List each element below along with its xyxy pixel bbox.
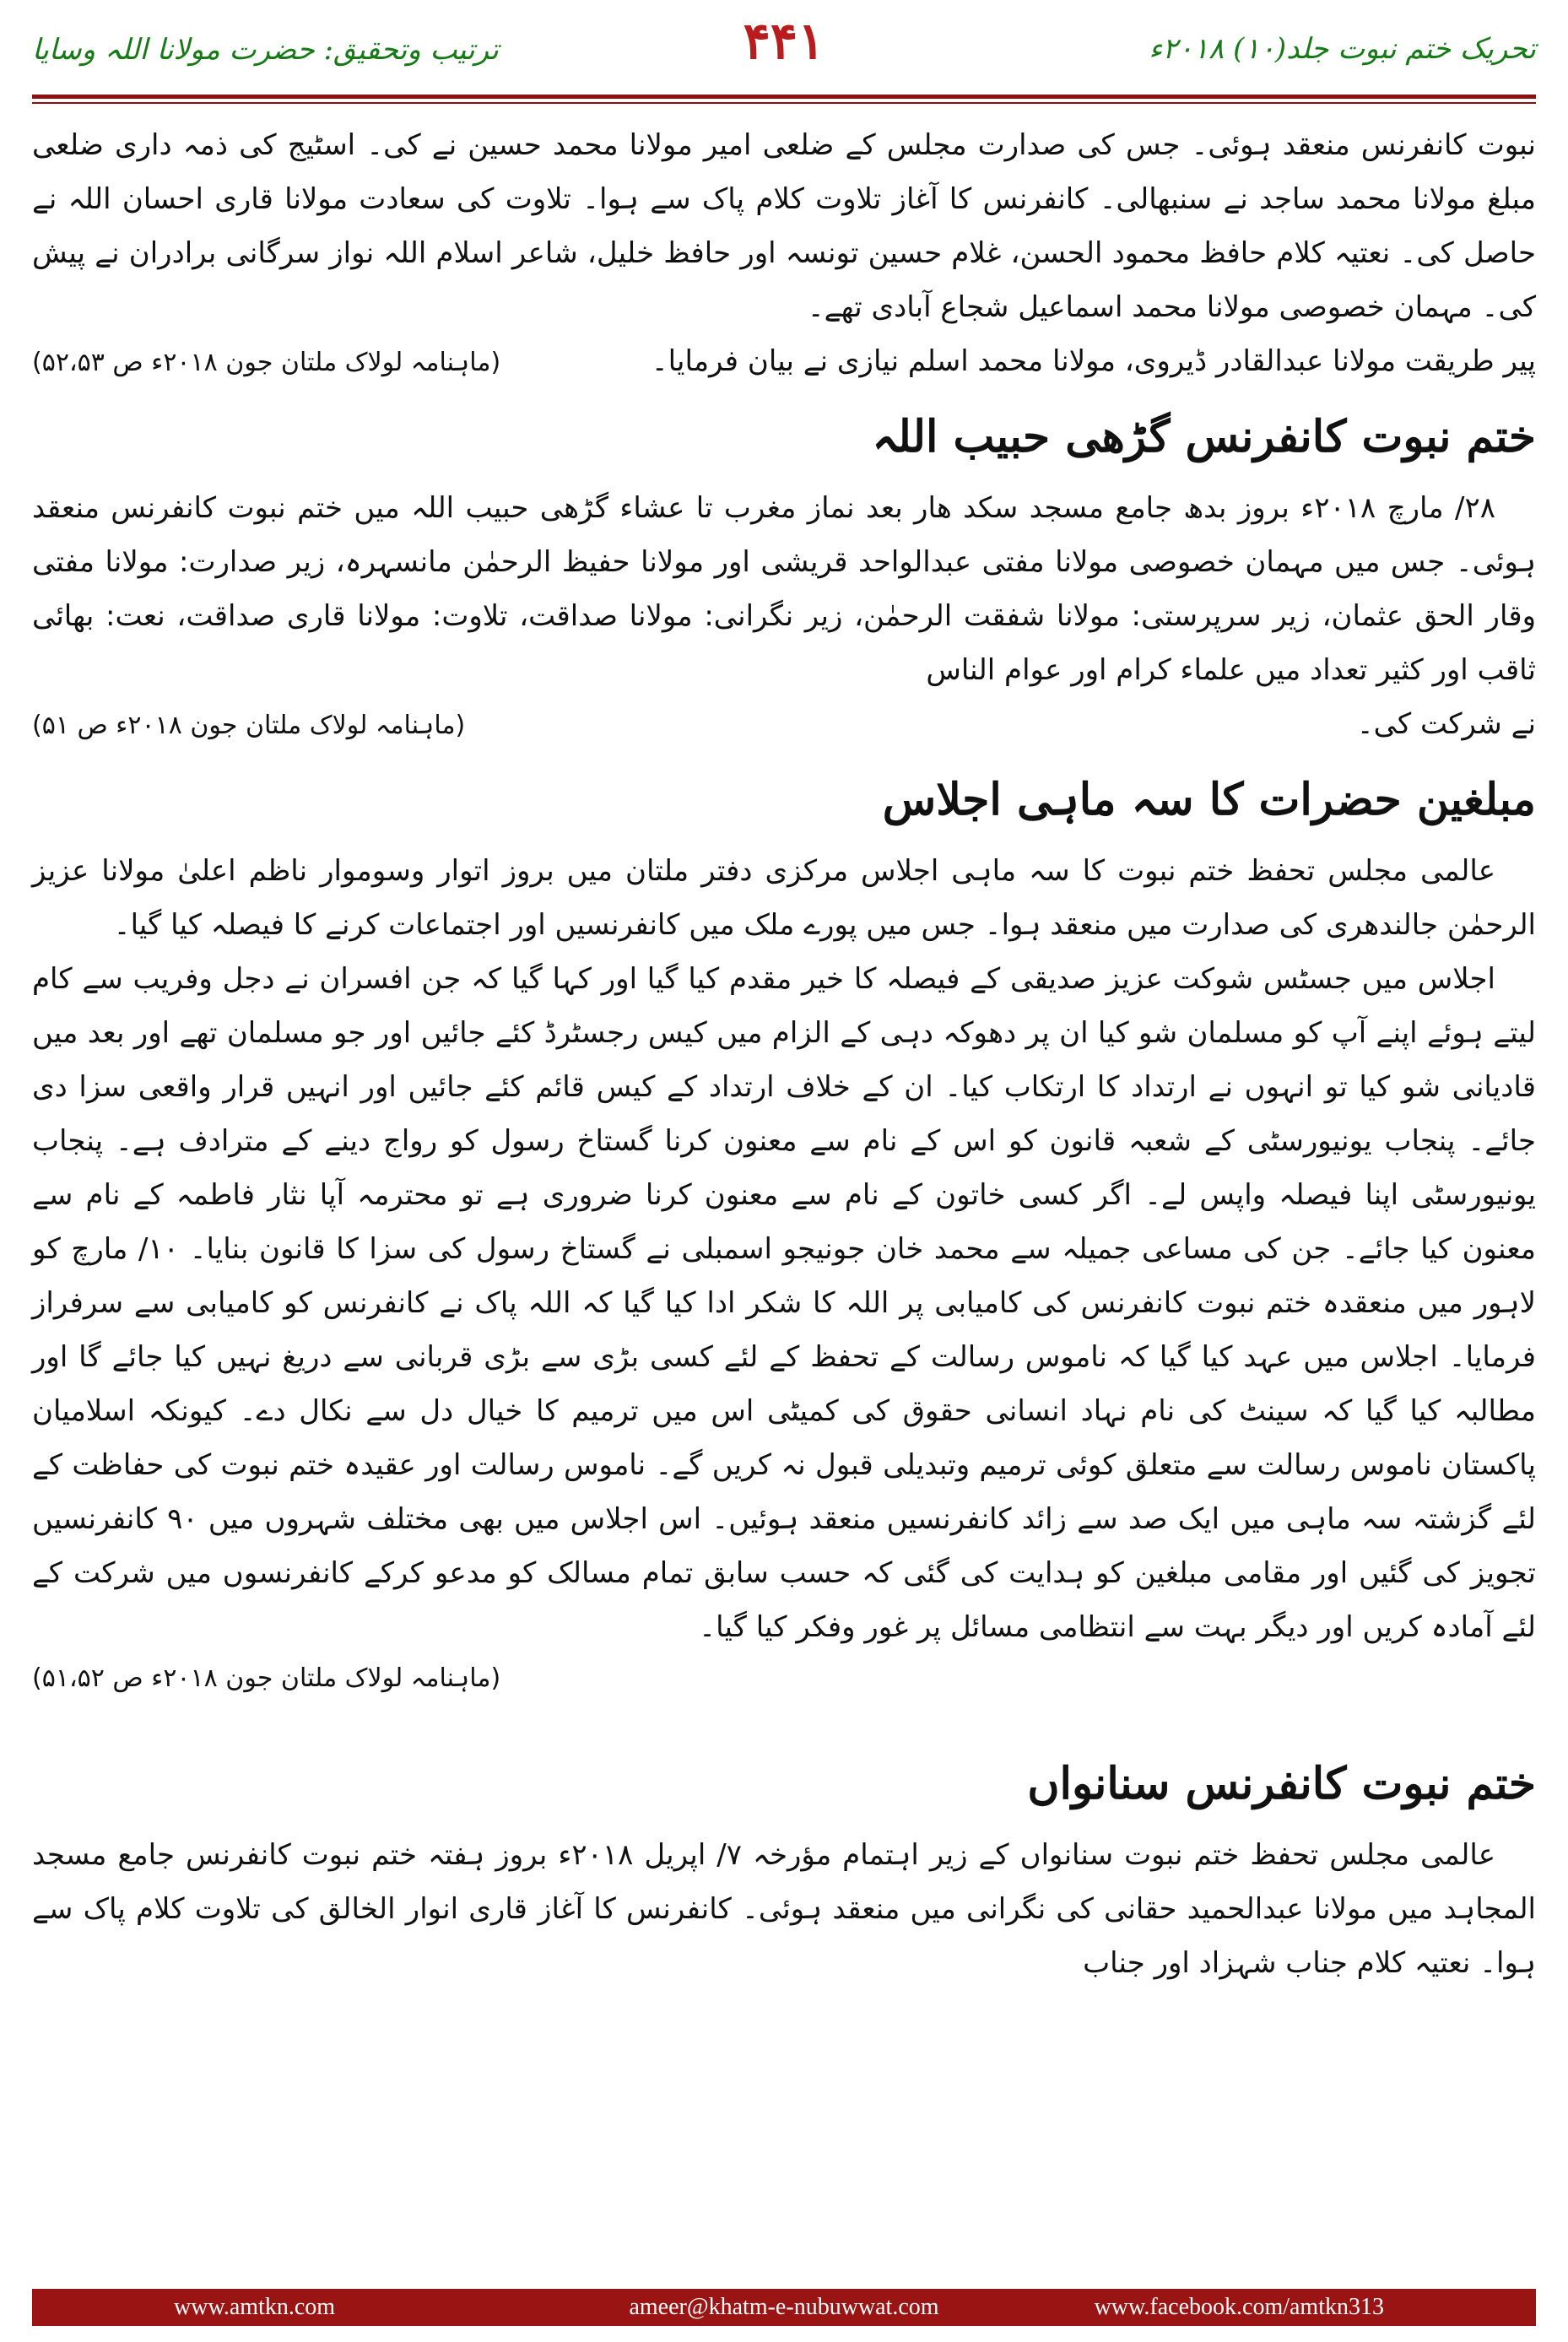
page-number: ۴۴۱ — [743, 12, 825, 71]
compiler-credit: ترتیب وتحقیق: حضرت مولانا اللہ وسایا — [32, 33, 499, 67]
facebook-link[interactable]: www.facebook.com/amtkn313 — [1094, 2294, 1384, 2320]
paragraph: اجلاس میں جسٹس شوکت عزیز صدیقی کے فیصلہ کا خیر مقدم کیا گیا اور کہا گیا کہ جن افسران نے دجل وفریب سے کام لیتے ہوئے اپنے آپ کو مسلمان شو کیا ان پر دھوکہ دہی کے الزام میں کیس رجسٹرڈ کئے جائیں اور جو مسلمان تھے اور بعد میں قادیانی شو کیا تو انہوں نے ارتداد کا ارتکاب کیا۔ ان کے خلاف ارتداد کے کیس قائم کئے جائیں اور انہیں قرار واقعی سزا دی جائے۔ پنجاب یونیورسٹی کے شعبہ قانون کو اس کے نام سے معنون کرنا گستاخ رسول کو رواج دینے کے مترادف ہے۔ پنجاب یونیورسٹی اپنا فیصلہ واپس لے۔ اگر کسی خاتون کے نام سے معنون کرنا ضروری ہے تو محترمہ آپا نثار فاطمہ کے نام سے معنون کیا جائے۔ جن کی مساعی جمیلہ سے محمد خان جونیجو اسمبلی نے گستاخ رسول کی سزا کا قانون بنایا۔ ۱۰/ مارچ کو لاہور میں منعقدہ ختم نبوت کانفرنس کی کامیابی پر اللہ کا شکر ادا کیا گیا کہ اللہ پاک نے کانفرنس کو کامیابی سے سرفراز فرمایا۔ اجلاس میں عہد کیا گیا کہ ناموس رسالت کے تحفظ کے لئے کسی بڑی سے بڑی قربانی سے دریغ نہیں کیا جائے گا اور مطالبہ کیا گیا کہ سینٹ کی نام نہاد انسانی حقوق کی کمیٹی اس میں ترمیم کا خیال دل سے نکال دے۔ کیونکہ اسلامیان پاکستان ناموس رسالت سے متعلق کوئی ترمیم وتبدیلی قبول نہ کریں گے۔ ناموس رسالت اور عقیدہ ختم نبوت کی حفاظت کے لئے گزشتہ سہ ماہی میں ایک صد سے زائد کانفرنسیں منعقد ہوئیں۔ اس اجلاس میں بھی مختلف شہروں میں ۹۰ کانفرنسیں تجویز کی گئیں اور مقامی مبلغین کو ہدایت کی گئی کہ حسب سابق تمام مسالک کو مدعو کرکے کانفرنسوں میں شرکت کے لئے آمادہ کریں اور دیگر بہت سے انتظامی مسائل پر غور وفکر کیا گیا۔ — [32, 962, 1537, 1644]
paragraph-end-with-citation — [32, 334, 1536, 390]
section-spacer — [32, 1703, 1536, 1737]
section-heading: ختم نبوت کانفرنس سنانواں — [1027, 1758, 1536, 1809]
section-quarterly-meeting — [32, 761, 1536, 1703]
citation: (ماہنامہ لولاک ملتان جون ۲۰۱۸ء ص ۵۱،۵۲) — [32, 1663, 501, 1693]
email-link[interactable]: ameer@khatm-e-nubuwwat.com — [629, 2294, 939, 2320]
paragraph: عالمی مجلس تحفظ ختم نبوت سنانواں کے زیر اہتمام مؤرخہ ۷/ اپریل ۲۰۱۸ء بروز ہفتہ ختم نبوت کانفرنس جامع مسجد المجاہد میں مولانا عبدالحمید حقانی کی نگرانی میں منعقد ہوئی۔ کانفرنس کا آغاز قاری انوار الخالق کی تلاوت کلام پاک سے ہوا۔ نعتیہ کلام جناب شہزاد اور جناب — [32, 1838, 1536, 1980]
citation: (ماہنامہ لولاک ملتان جون ۲۰۱۸ء ص ۵۲،۵۳) — [32, 348, 501, 377]
paragraph: نبوت کانفرنس منعقد ہوئی۔ جس کی صدارت مجلس کے ضلعی امیر مولانا محمد حسین نے کی۔ اسٹیج کی ذمہ داری ضلعی مبلغ مولانا محمد ساجد نے سنبھالی۔ کانفرنس کا آغاز تلاوت کلام پاک سے ہوا۔ تلاوت کی سعادت مولانا قاری احسان اللہ نے حاصل کی۔ نعتیہ کلام حافظ محمود الحسن، غلام حسین تونسہ اور حافظ خلیل، شاعر اسلام اللہ نواز سرگانی برادران نے پیش کی۔ مہمان خصوصی مولانا محمد اسماعیل شجاع آبادی تھے۔ — [32, 128, 1536, 324]
page-header — [0, 0, 1568, 100]
book-title: تحریک ختم نبوت جلد(۱۰) ۲۰۱۸ء — [1149, 32, 1536, 66]
section-sananwan — [32, 1745, 1536, 1990]
section-continuation — [32, 118, 1536, 390]
paragraph-last-line: نے شرکت کی۔ — [1356, 707, 1536, 741]
section-heading: مبلغین حضرات کا سہ ماہی اجلاس — [882, 774, 1536, 825]
section-garhi-habibullah — [32, 398, 1536, 753]
paragraph-end-with-citation — [32, 697, 1536, 753]
website-link[interactable]: www.amtkn.com — [174, 2294, 336, 2320]
citation: (ماہنامہ لولاک ملتان جون ۲۰۱۸ء ص ۵۱) — [32, 711, 466, 740]
page-body — [32, 118, 1536, 2274]
paragraph: ۲۸/ مارچ ۲۰۱۸ء بروز بدھ جامع مسجد سکد ھار بعد نماز مغرب تا عشاء گڑھی حبیب اللہ میں ختم نبوت کانفرنس منعقد ہوئی۔ جس میں مہمان خصوصی مولانا مفتی عبدالواحد قریشی اور مولانا حفیظ الرحمٰن مانسہرہ، زیر صدارت: مولانا مفتی وقار الحق عثمان، زیر سرپرستی: مولانا شفقت الرحمٰن، زیر نگرانی: مولانا صداقت، تلاوت: مولانا قاری صداقت، نعت: بھائی ثاقب اور کثیر تعداد میں علماء کرام اور عوام الناس — [32, 491, 1536, 687]
page-footer — [32, 2289, 1536, 2326]
paragraph: عالمی مجلس تحفظ ختم نبوت کا سہ ماہی اجلاس مرکزی دفتر ملتان میں بروز اتوار وسوموار ناظم اعلیٰ مولانا عزیز الرحمٰن جالندھری کی صدارت میں منعقد ہوا۔ جس میں پورے ملک میں کانفرنسیں اور اجتماعات کرنے کا فیصلہ کیا گیا۔ — [32, 854, 1536, 942]
section-heading: ختم نبوت کانفرنس گڑھی حبیب اللہ — [872, 411, 1536, 462]
paragraph-last-line: پیر طریقت مولانا عبدالقادر ڈیروی، مولانا محمد اسلم نیازی نے بیان فرمایا۔ — [651, 344, 1536, 378]
header-divider-thin — [32, 102, 1536, 104]
header-divider — [32, 95, 1536, 99]
